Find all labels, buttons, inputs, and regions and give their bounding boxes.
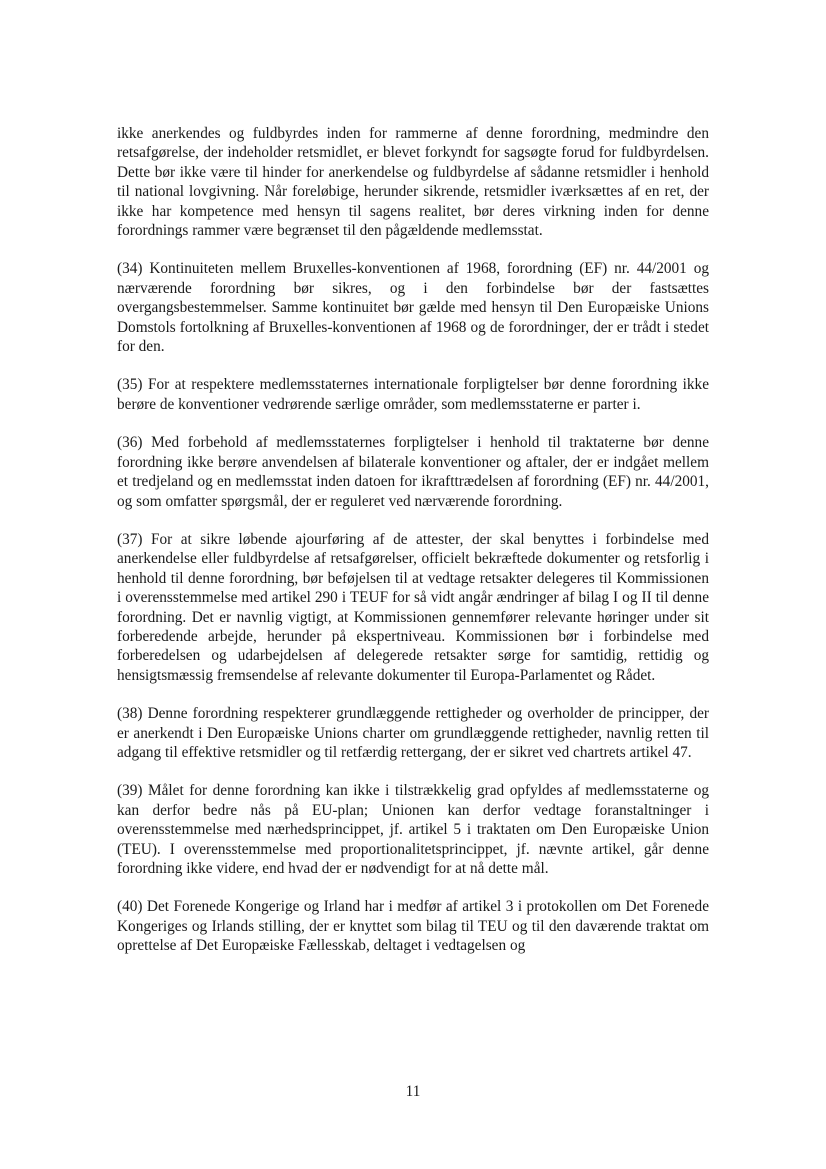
paragraph-39: (39) Målet for denne forordning kan ikke i tilstrækkelig grad opfyldes af medlemsstaterne og kan derfor bedre nås på EU-plan; Unionen kan derfor vedtage foranstaltninger i overensstemmelse med nærhedsprincippet, jf. artikel 5 i traktaten om Den Europæiske Union (TEU). I overensstemmelse med proportionalitetsprincippet, jf. nævnte artikel, går denne forordning ikke videre, end hvad der er nødvendigt for at nå dette mål. bbox=[117, 782, 709, 877]
page-number: 11 bbox=[405, 1083, 421, 1100]
paragraph-36: (36) Med forbehold af medlemsstaternes forpligtelser i henhold til traktaterne bør denne forordning ikke berøre anvendelsen af bilaterale konventioner og aftaler, der er indgået mellem et tredjeland og en medlemsstat inden datoen for ikrafttrædelsen af forordning (EF) nr. 44/2001, og som omfatter spørgsmål, der er reguleret ved nærværende forordning. bbox=[117, 434, 709, 510]
paragraph-34: (34) Kontinuiteten mellem Bruxelles-konventionen af 1968, forordning (EF) nr. 44/2001 og nærværende forordning bør sikres, og i den forbindelse bør der fastsættes overgangsbestemmelser. Samme kontinuitet bør gælde med hensyn til Den Europæiske Unions Domstols fortolkning af Bruxelles-konventionen af 1968 og de forordninger, der er trådt i stedet for den. bbox=[117, 260, 709, 356]
paragraph-35: (35) For at respektere medlemsstaternes internationale forpligtelser bør denne forordning ikke berøre de konventioner vedrørende særlige områder, som medlemsstaterne er parter i. bbox=[117, 376, 709, 413]
paragraph-37: (37) For at sikre løbende ajourføring af de attester, der skal benyttes i forbindelse med anerkendelse eller fuldbyrdelse af retsafgørelser, officielt bekræftede dokumenter og retsforlig i henhold til denne forordning, bør beføjelsen til at vedtage retsakter delegeres til Kommissionen i overensstemmelse med artikel 290 i TEUF for så vidt angår ændringer af bilag I og II til denne forordning. Det er navnlig vigtigt, at Kommissionen gennemfører relevante høringer under sit forberedende arbejde, herunder på ekspertniveau. Kommissionen bør i forbindelse med forberedelsen og udarbejdelsen af delegerede retsakter sørge for samtidig, rettidig og hensigtsmæssig fremsendelse af relevante dokumenter til Europa-Parlamentet og Rådet. bbox=[117, 530, 709, 684]
paragraph-40: (40) Det Forenede Kongerige og Irland har i medfør af artikel 3 i protokollen om Det Forenede Kongeriges og Irlands stilling, der er knyttet som bilag til TEU og til den daværende traktat om oprettelse af Det Europæiske Fællesskab, deltaget i vedtagelsen og bbox=[117, 898, 709, 955]
paragraph-33-continued: ikke anerkendes og fuldbyrdes inden for rammerne af denne forordning, medmindre den retsafgørelse, der indeholder retsmidlet, er blevet forkyndt for sagsøgte forud for fuldbyrdelsen. Dette bør ikke være til hinder for anerkendelse og fuldbyrdelse af sådanne retsmidler i henhold til national lovgivning. Når foreløbige, herunder sikrende, retsmidler iværksættes af en ret, der ikke har kompetence med hensyn til sagens realitet, bør deres virkning inden for denne forordnings rammer være begrænset til den pågældende medlemsstat. bbox=[117, 125, 709, 240]
document-body bbox=[117, 124, 709, 975]
paragraph-38: (38) Denne forordning respekterer grundlæggende rettigheder og overholder de principper, der er anerkendt i Den Europæiske Unions charter om grundlæggende rettigheder, navnlig retten til adgang til effektive retsmidler og til retfærdig rettergang, der er sikret ved chartrets artikel 47. bbox=[117, 705, 709, 761]
